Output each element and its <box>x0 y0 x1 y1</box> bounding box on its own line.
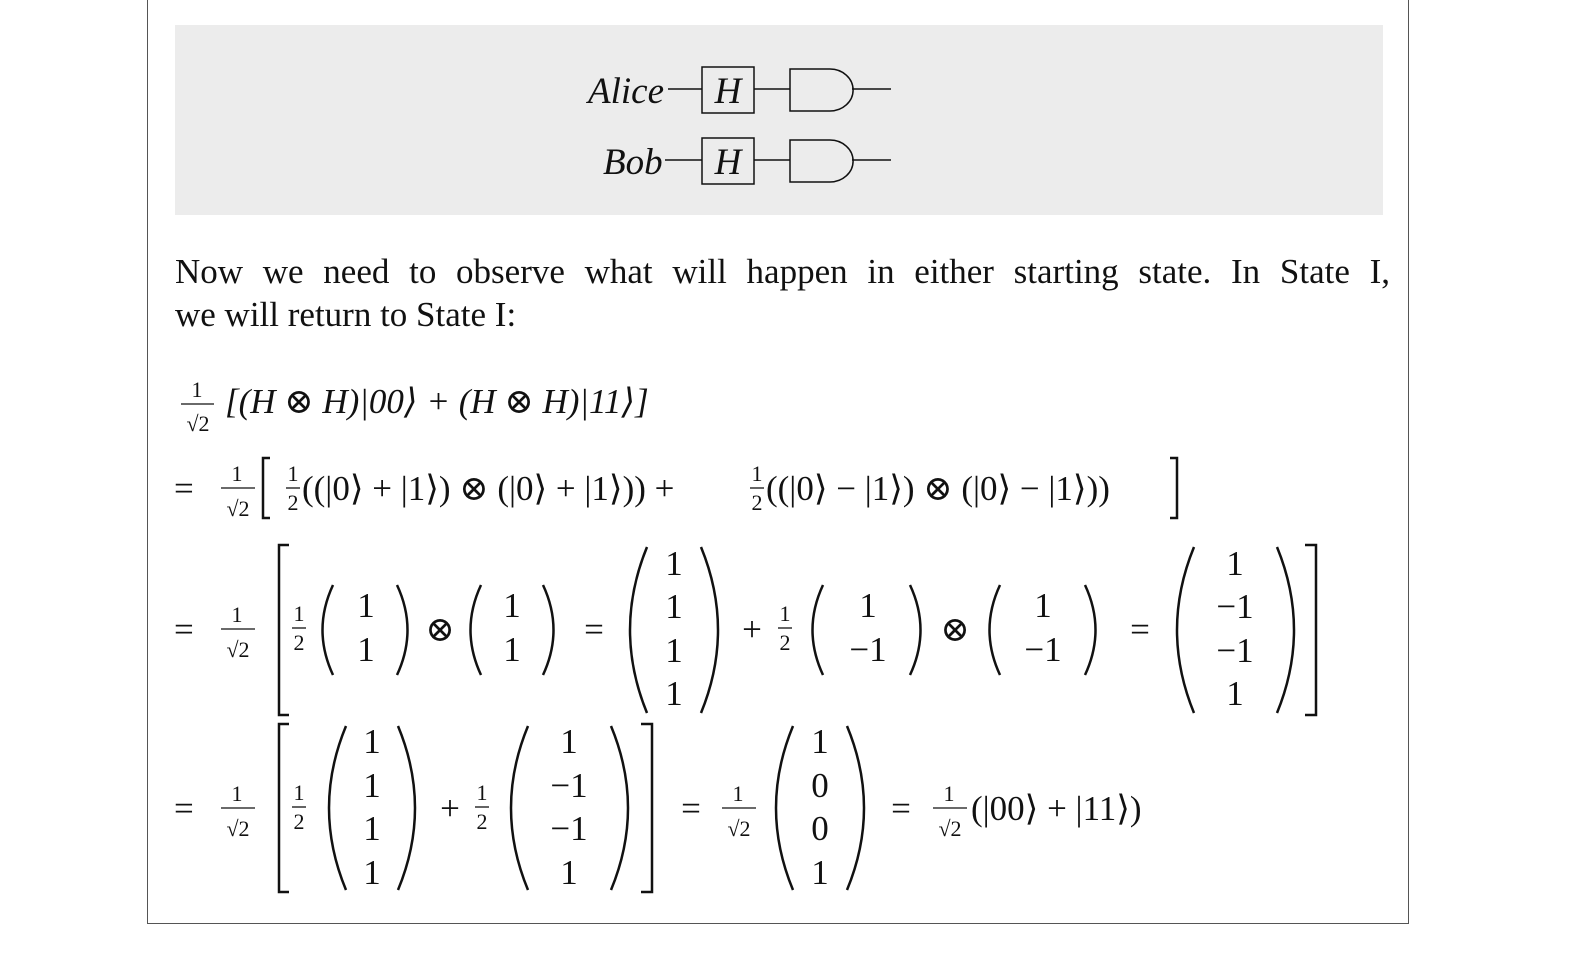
frac-denominator: √2 <box>186 411 210 436</box>
vector-entry: 1 <box>503 630 521 669</box>
half-den: 2 <box>751 490 763 515</box>
plus-sign: + <box>742 610 762 649</box>
otimes-symbol: ⊗ <box>425 610 455 649</box>
paren-right <box>1085 585 1096 675</box>
equation-row-4 <box>174 722 1142 892</box>
paren-right <box>1277 547 1294 713</box>
equals-sign: = <box>584 610 604 649</box>
frac-numerator: 1 <box>191 377 203 402</box>
vector-entry: 1 <box>665 544 683 583</box>
half-num: 1 <box>476 780 488 805</box>
vector-entry: −1 <box>1024 630 1062 669</box>
row2-expression-a: ((|0⟩ + |1⟩) ⊗ (|0⟩ + |1⟩)) + <box>302 469 675 508</box>
vector-entry: 1 <box>363 722 381 761</box>
vector-entry: −1 <box>550 809 588 848</box>
frac-denominator: √2 <box>938 816 962 841</box>
bracket-right <box>1170 458 1177 518</box>
paren-left <box>776 726 793 890</box>
half-num: 1 <box>779 601 791 626</box>
result-expression: (|00⟩ + |11⟩) <box>971 789 1142 828</box>
half-den: 2 <box>476 809 488 834</box>
vector-entry: 1 <box>503 586 521 625</box>
vector-entry: 1 <box>363 766 381 805</box>
paren-right <box>910 585 921 675</box>
paren-right <box>611 726 628 890</box>
frac-numerator: 1 <box>231 781 243 806</box>
paren-left <box>813 585 824 675</box>
paren-left <box>990 585 1001 675</box>
equals-sign: = <box>174 610 194 649</box>
paren-right <box>847 726 864 890</box>
half-num: 1 <box>293 601 305 626</box>
equation-row-2 <box>174 458 1177 521</box>
bracket-left <box>263 458 270 518</box>
paren-right <box>543 585 554 675</box>
paren-right <box>398 726 415 890</box>
vector-entry: 1 <box>357 586 375 625</box>
equals-sign: = <box>891 789 911 828</box>
paren-right <box>397 585 408 675</box>
frac-numerator: 1 <box>231 461 243 486</box>
bob-label: Bob <box>603 142 663 183</box>
vector-entry: 1 <box>811 853 829 892</box>
half-num: 1 <box>293 780 305 805</box>
otimes-symbol: ⊗ <box>940 610 970 649</box>
paren-left <box>329 726 346 890</box>
vector-entry: 1 <box>357 630 375 669</box>
plus-sign: + <box>440 789 460 828</box>
vector-entry: 1 <box>665 674 683 713</box>
half-den: 2 <box>287 490 299 515</box>
vector-entry: 1 <box>665 631 683 670</box>
frac-numerator: 1 <box>943 781 955 806</box>
frac-denominator: √2 <box>226 496 250 521</box>
frac-denominator: √2 <box>226 637 250 662</box>
vector-entry: 1 <box>859 586 877 625</box>
paragraph-line-2: we will return to State I: <box>175 295 517 334</box>
alice-label: Alice <box>588 71 665 112</box>
vector-entry: −1 <box>550 766 588 805</box>
vector-entry: 1 <box>1034 586 1052 625</box>
vector-entry: 1 <box>1226 674 1244 713</box>
row2-expression-b: ((|0⟩ − |1⟩) ⊗ (|0⟩ − |1⟩)) <box>766 469 1110 508</box>
vector-entry: 0 <box>811 809 829 848</box>
half-den: 2 <box>293 809 305 834</box>
vector-entry: 1 <box>560 853 578 892</box>
equals-sign: = <box>681 789 701 828</box>
paren-left <box>511 726 528 890</box>
bracket-right-large <box>1305 545 1316 715</box>
vector-entry: 1 <box>363 809 381 848</box>
equation-row-3 <box>174 544 1316 715</box>
paren-left <box>471 585 482 675</box>
equals-sign: = <box>174 469 194 508</box>
frac-denominator: √2 <box>226 816 250 841</box>
paren-right <box>701 547 718 713</box>
vector-entry: 1 <box>811 722 829 761</box>
bracket-left-large <box>279 545 289 715</box>
vector-entry: 1 <box>665 587 683 626</box>
vector-entry: 0 <box>811 766 829 805</box>
frac-numerator: 1 <box>231 602 243 627</box>
paren-left <box>1177 547 1194 713</box>
vector-entry: 1 <box>363 853 381 892</box>
vector-entry: −1 <box>849 630 887 669</box>
half-num: 1 <box>287 461 299 486</box>
vector-entry: −1 <box>1216 631 1254 670</box>
frac-denominator: √2 <box>727 816 751 841</box>
half-num: 1 <box>751 461 763 486</box>
vector-entry: −1 <box>1216 587 1254 626</box>
bob-gate-label: H <box>714 142 742 183</box>
paragraph-line-1: Now we need to observe what will happen in either starting state. In State I, <box>175 252 1390 291</box>
bracket-right-large <box>641 724 652 892</box>
equation-row-1 <box>181 377 649 436</box>
vector-entry: 1 <box>560 722 578 761</box>
paren-left <box>323 585 334 675</box>
paren-left <box>630 547 647 713</box>
frac-numerator: 1 <box>732 781 744 806</box>
row1-expression: [(H ⊗ H)|00⟩ + (H ⊗ H)|11⟩] <box>225 382 649 421</box>
half-den: 2 <box>293 630 305 655</box>
alice-gate-label: H <box>714 71 742 112</box>
equals-sign: = <box>1130 610 1150 649</box>
vector-entry: 1 <box>1226 544 1244 583</box>
bracket-left-large <box>279 724 289 892</box>
equals-sign: = <box>174 789 194 828</box>
half-den: 2 <box>779 630 791 655</box>
